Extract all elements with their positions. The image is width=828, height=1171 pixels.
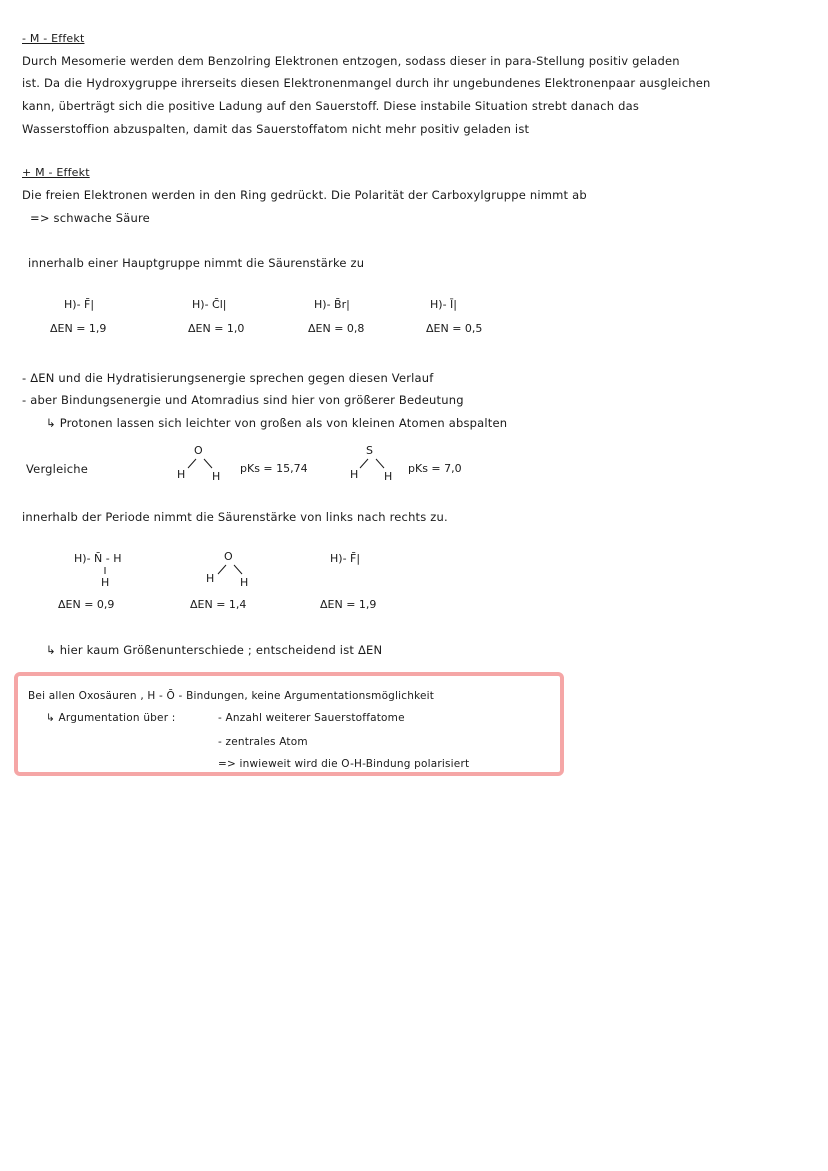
box-line-1: Bei allen Oxosäuren , H - Ō - Bindungen, keine Argumentationsmöglichkeit bbox=[28, 690, 435, 702]
h2o-h1: H bbox=[206, 572, 215, 585]
h2s-h1: H bbox=[350, 468, 359, 481]
hbr-den: ΔEN = 0,8 bbox=[308, 322, 365, 335]
hf-periode-den: ΔEN = 1,9 bbox=[320, 598, 377, 611]
water-bond-right bbox=[204, 459, 212, 468]
h2s-bond-left bbox=[360, 459, 368, 468]
h2s-h2: H bbox=[384, 470, 393, 483]
vergleich-label: Vergleiche bbox=[26, 462, 89, 476]
m-effekt-line-1: Durch Mesomerie werden dem Benzolring Elektronen entzogen, sodass dieser in para-Stellung positiv geladen bbox=[22, 54, 680, 68]
hbr-formula: H)- B̄r| bbox=[314, 298, 350, 311]
nh3-den: ΔEN = 0,9 bbox=[58, 598, 115, 611]
h2o-h2: H bbox=[240, 576, 249, 589]
h2o-bond-left bbox=[218, 565, 226, 574]
hf-den: ΔEN = 1,9 bbox=[50, 322, 107, 335]
hcl-den: ΔEN = 1,0 bbox=[188, 322, 245, 335]
water-o: O bbox=[194, 444, 203, 457]
water-bond-left bbox=[188, 459, 196, 468]
hauptgruppe-intro: innerhalb einer Hauptgruppe nimmt die Säurenstärke zu bbox=[28, 256, 365, 270]
nh3-h-below: H bbox=[101, 576, 110, 589]
water-h2: H bbox=[212, 470, 221, 483]
h2s-s: S bbox=[366, 444, 373, 457]
plus-m-line-1: Die freien Elektronen werden in den Ring gedrückt. Die Polarität der Carboxylgruppe nimmt ab bbox=[22, 188, 587, 202]
hcl-formula: H)- C̄l| bbox=[192, 298, 227, 311]
box-item-2: - zentrales Atom bbox=[218, 736, 308, 748]
hauptgruppe-note-1: - ΔEN und die Hydratisierungsenergie sprechen gegen diesen Verlauf bbox=[22, 371, 434, 385]
hauptgruppe-note-2: - aber Bindungsenergie und Atomradius sind hier von größerer Bedeutung bbox=[22, 393, 464, 407]
m-effekt-line-2: ist. Da die Hydroxygruppe ihrerseits diesen Elektronenmangel durch ihr ungebundenes Elektronenpaar ausgleichen bbox=[22, 76, 711, 90]
water-pks: pKs = 15,74 bbox=[240, 462, 308, 475]
periode-intro: innerhalb der Periode nimmt die Säurenstärke von links nach rechts zu. bbox=[22, 510, 448, 524]
h2s-bond-right bbox=[376, 459, 384, 468]
nh3-formula: H)- N̄ - H bbox=[74, 552, 122, 565]
hi-den: ΔEN = 0,5 bbox=[426, 322, 483, 335]
hauptgruppe-note-3: ↳ Protonen lassen sich leichter von großen als von kleinen Atomen abspalten bbox=[46, 416, 508, 430]
h2o-bond-right bbox=[234, 565, 242, 574]
plus-m-line-2: => schwache Säure bbox=[30, 211, 150, 225]
plus-m-heading: + M - Effekt bbox=[22, 166, 90, 179]
hf-formula: H)- F̄| bbox=[64, 298, 95, 311]
hf-periode-formula: H)- F̄| bbox=[330, 552, 361, 565]
hi-formula: H)- Ī| bbox=[430, 298, 457, 311]
m-effekt-heading: - M - Effekt bbox=[22, 32, 85, 45]
h2o-den: ΔEN = 1,4 bbox=[190, 598, 247, 611]
periode-bonds bbox=[0, 0, 1, 1]
box-item-1: - Anzahl weiterer Sauerstoffatome bbox=[218, 712, 405, 724]
h2s-pks: pKs = 7,0 bbox=[408, 462, 462, 475]
periode-note: ↳ hier kaum Größenunterschiede ; entscheidend ist ΔEN bbox=[46, 643, 383, 657]
water-h1: H bbox=[177, 468, 186, 481]
box-item-3: => inwieweit wird die O-H-Bindung polarisiert bbox=[218, 758, 470, 770]
m-effekt-line-3: kann, überträgt sich die positive Ladung auf den Sauerstoff. Diese instabile Situation strebt danach das bbox=[22, 99, 640, 113]
h2o-o: O bbox=[224, 550, 233, 563]
m-effekt-line-4: Wasserstoffion abzuspalten, damit das Sauerstoffatom nicht mehr positiv geladen ist bbox=[22, 122, 530, 136]
box-line-2-prefix: ↳ Argumentation über : bbox=[46, 712, 176, 724]
